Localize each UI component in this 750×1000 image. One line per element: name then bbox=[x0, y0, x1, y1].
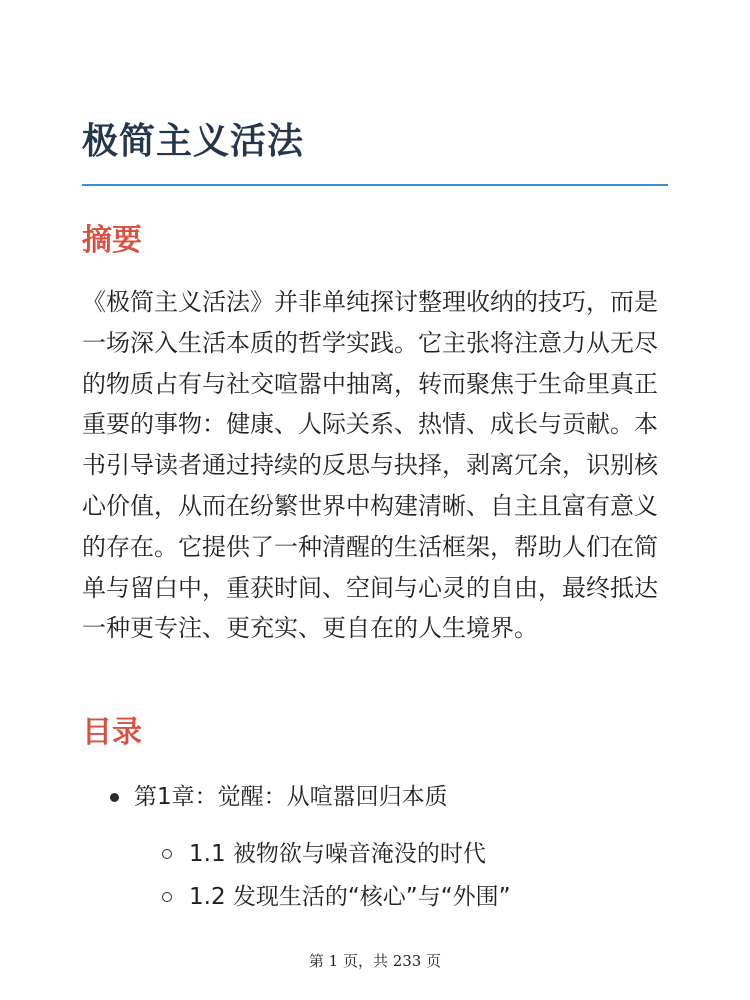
page-footer: 第 1 页，共 233 页 bbox=[308, 952, 442, 970]
hollow-bullet-icon bbox=[162, 849, 172, 859]
toc-section-label: 1.2 发现生活的“核心”与“外围” bbox=[189, 884, 511, 910]
summary-heading: 摘要 bbox=[82, 223, 142, 258]
summary-paragraph: 《极简主义活法》并非单纯探讨整理收纳的技巧，而是一场深入生活本质的哲学实践。它主张将注意力从无尽的物质占有与社交喧嚣中抽离，转而聚焦于生命里真正重要的事物：健康、人际关系、热情、成长与贡献。本书引导读者通过持续的反思与抉择，剥离冗余，识别核心价值，从而在纷繁世界中构建清晰、自主且富有意义的存在。它提供了一种清醒的生活框架，帮助人们在简单与留白中，重获时间、空间与心灵的自由，最终抵达一种更专注、更充实、更自在的人生境界。 bbox=[82, 288, 658, 643]
document-title: 极简主义活法 bbox=[82, 121, 305, 162]
toc-section-label: 1.1 被物欲与噪音淹没的时代 bbox=[189, 841, 486, 867]
hollow-bullet-icon bbox=[162, 892, 172, 902]
bullet-icon bbox=[110, 793, 119, 802]
toc-chapter-label: 第1章：觉醒：从喧嚣回归本质 bbox=[134, 784, 448, 810]
toc-heading: 目录 bbox=[82, 715, 142, 750]
title-divider bbox=[82, 184, 668, 186]
